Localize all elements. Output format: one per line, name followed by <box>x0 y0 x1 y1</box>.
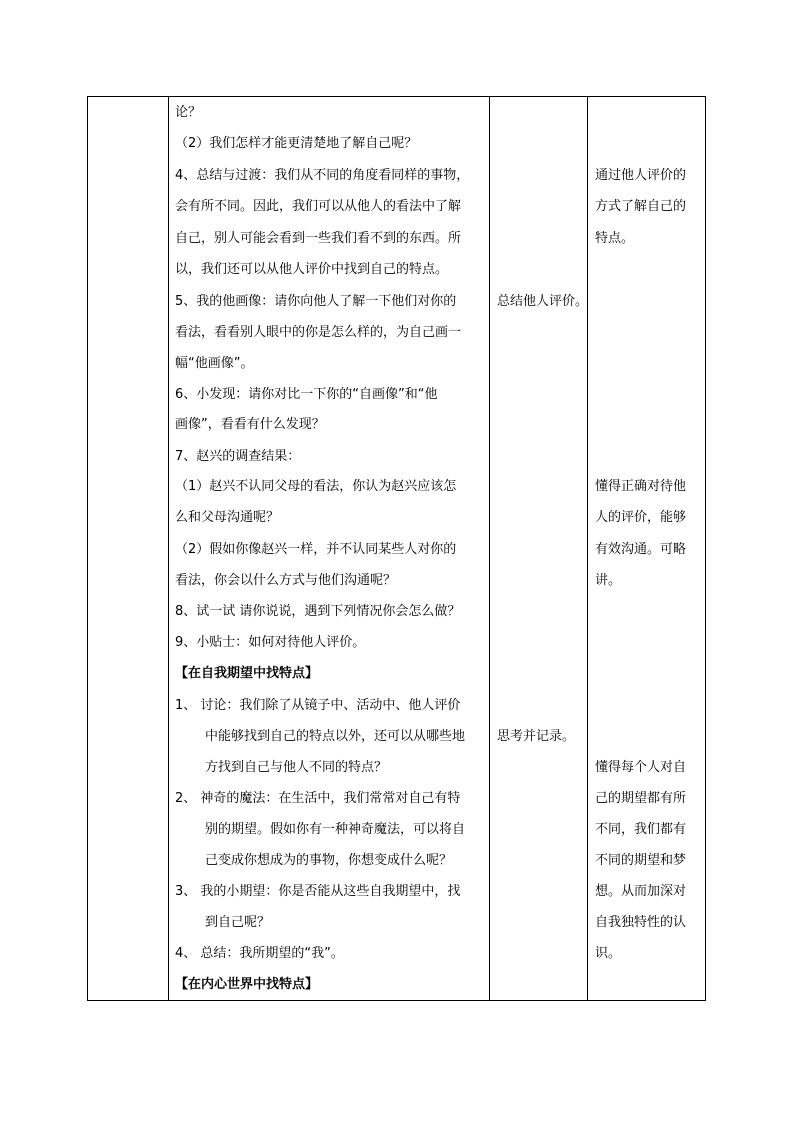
intent-line: 有效沟通。可略 <box>595 542 687 557</box>
section-heading: 【在内心世界中找特点】 <box>175 977 319 992</box>
lesson-plan-table <box>87 96 706 1001</box>
teaching-line: 8、试一试 请你说说，遇到下列情况你会怎么做？ <box>175 604 461 619</box>
teaching-line: 4、总结与过渡：我们从不同的角度看同样的事物， <box>175 168 470 183</box>
teaching-line: 方找到自己与他人不同的特点？ <box>205 760 388 775</box>
teaching-line: 幅“他画像”。 <box>175 356 254 371</box>
teaching-line: 别的期望。假如你有一种神奇魔法，可以将自 <box>205 822 466 837</box>
intent-line: 通过他人评价的 <box>595 168 687 183</box>
teaching-line: 9、小贴士：如何对待他人评价。 <box>175 635 366 650</box>
teaching-line: （1）赵兴不认同父母的看法，你认为赵兴应该怎 <box>175 479 457 494</box>
intent-line: 不同，我们都有 <box>595 822 687 837</box>
teaching-line: 看法，你会以什么方式与他们沟通呢？ <box>175 573 397 588</box>
teaching-line: 画像”，看看有什么发现？ <box>175 417 325 432</box>
teaching-line: 1、 讨论：我们除了从镜子中、活动中、他人评价 <box>175 698 461 713</box>
teaching-line: 论？ <box>175 105 202 120</box>
teaching-line: 中能够找到自己的特点以外，还可以从哪些地 <box>205 729 466 744</box>
student-activity: 思考并记录。 <box>497 729 576 744</box>
teaching-line: 4、 总结：我所期望的“我”。 <box>175 946 344 961</box>
column-divider <box>489 97 490 1000</box>
teaching-line: 到自己呢？ <box>205 915 271 930</box>
intent-line: 人的评价，能够 <box>595 510 687 525</box>
teaching-line: 看法，看看别人眼中的你是怎么样的，为自己画一 <box>175 325 462 340</box>
teaching-line: 5、我的他画像：请你向他人了解一下他们对你的 <box>175 294 457 309</box>
teaching-line: （2）假如你像赵兴一样，并不认同某些人对你的 <box>175 542 457 557</box>
teaching-line: 么和父母沟通呢？ <box>175 510 280 525</box>
intent-line: 懂得正确对待他 <box>595 479 687 494</box>
intent-line: 己的期望都有所 <box>595 791 687 806</box>
teaching-line: 6、小发现：请你对比一下你的“自画像”和“他 <box>175 387 438 402</box>
teaching-line: （2）我们怎样才能更清楚地了解自己呢？ <box>175 136 418 151</box>
teaching-line: 会有所不同。因此，我们可以从他人的看法中了解 <box>175 199 462 214</box>
teaching-line: 己变成你想成为的事物，你想变成什么呢？ <box>205 853 453 868</box>
teaching-line: 2、 神奇的魔法：在生活中，我们常常对自己有特 <box>175 791 461 806</box>
intent-line: 想。从而加深对 <box>595 884 687 899</box>
student-activity: 总结他人评价。 <box>497 294 589 309</box>
teaching-line: 7、赵兴的调查结果： <box>175 449 301 464</box>
teaching-line: 以，我们还可以从他人评价中找到自己的特点。 <box>175 262 449 277</box>
teaching-line: 3、 我的小期望：你是否能从这些自我期望中，找 <box>175 884 461 899</box>
teaching-line: 自己，别人可能会看到一些我们看不到的东西。所 <box>175 231 462 246</box>
column-divider <box>587 97 588 1000</box>
intent-line: 识。 <box>595 946 622 961</box>
intent-line: 特点。 <box>595 231 635 246</box>
intent-line: 讲。 <box>595 573 622 588</box>
intent-line: 自我独特性的认 <box>595 915 687 930</box>
column-divider <box>168 97 169 1000</box>
intent-line: 不同的期望和梦 <box>595 853 687 868</box>
section-heading: 【在自我期望中找特点】 <box>175 666 319 681</box>
intent-line: 方式了解自己的 <box>595 199 687 214</box>
intent-line: 懂得每个人对自 <box>595 760 687 775</box>
